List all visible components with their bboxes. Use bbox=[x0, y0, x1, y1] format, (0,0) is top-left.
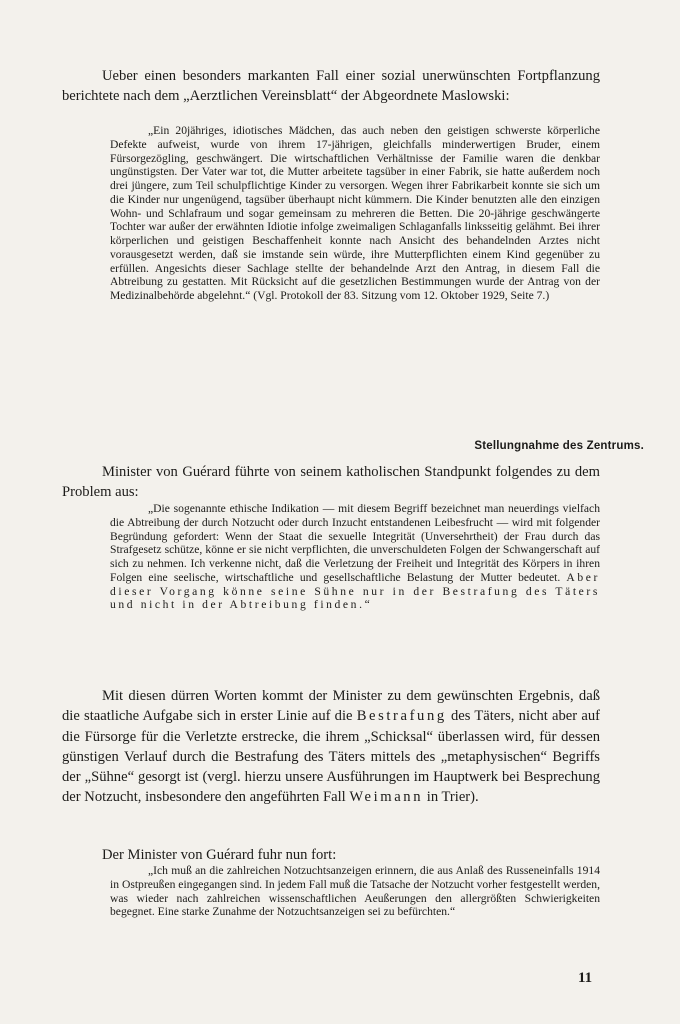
paragraph-guerard-continued: Der Minister von Guérard fuhr nun fort: bbox=[102, 847, 337, 863]
quote-spaced-emphasis: Aber dieser Vorgang könne seine Sühne nur in der Bestrafung des Täters und nicht in der Abtreibung finden. bbox=[110, 570, 600, 612]
quote-rape-reports: „Ich muß an die zahlreichen Notzuchtsanzeigen erinnern, die aus Anlaß des Russeneinfalls 1914 in Ostpreußen eingegangen sind. In jedem Fall muß die Tatsache der Notzucht vorher festgestellt werden, was wieder nach zahlreichen wissenschaftlichen Aeußerungen den allergrößten Schwierigkeiten begegnet. Eine starke Zunahme der Notzuchtsanzeigen sei zu befürchten.“ bbox=[110, 864, 600, 919]
quote-ethical-indication bbox=[110, 502, 600, 612]
paragraph-result-text-1: Mit diesen dürren Worten kommt der Minister zu dem gewünschten Ergebnis, daß die staatliche Aufgabe sich in erster Linie auf die bbox=[62, 688, 600, 725]
emphasis-weimann: Weimann bbox=[349, 789, 424, 806]
quote-ethical-indication-text: „Die sogenannte ethische Indikation — mit diesem Begriff bezeichnet man neuerdings vielfach die Abtreibung der durch Notzucht oder durch Inzucht entstandenen Leibesfrucht — wird mit folgender Begründung gefordert: Wenn der Staat die sexuelle Integrität (Unversehrtheit) der Frau durch das Strafgesetz schütze, könne er sie nicht verpflichten, die unverschuldeten Folgen der Schwangerschaft auf sich zu nehmen. Ich verkenne nicht, daß die Verletzung der Freiheit und Integrität des Körpers in ihren Folgen eine seelische, wirtschaftliche und gesellschaftliche Belastung der Mutter bedeutet. bbox=[110, 502, 600, 584]
paragraph-minister-result bbox=[62, 686, 600, 808]
paragraph-result-text-2: des Täters, nicht aber auf die Fürsorge für die Verletzte erstrecke, die ihrem „Schicksal“ überlassen wird, für dessen günstigen Verlauf durch die Bestrafung des Täters mittels des „metaphysischen“ Begriffs der „Sühne“ gesorgt ist (vergl. hierzu unsere Ausführungen im Hauptwerk bei Besprechung der Notzucht, insbesondere den angeführten Fall bbox=[62, 708, 600, 806]
quote-maslowski-case: „Ein 20jähriges, idiotisches Mädchen, das auch neben den geistigen schwerste körperliche Defekte aufweist, wurde von ihrem 17-jährigen, gleichfalls minderwertigen Bruder, einem Fürsorgezögling, geschwängert. Die wirtschaftlichen Verhältnisse der Familie waren die denkbar ungünstigsten. Der Vater war tot, die Mutter arbeitete tagsüber in einer Fabrik, sie hatte außerdem noch drei jüngere, zum Teil schulpflichtige Kinder zu versorgen. Wegen ihrer Fabrikarbeit konnte sie sich um die Kinder nur ungenügend, tagsüber überhaupt nicht kümmern. Die Kinder benutzten alle den einzigen Wohn- und Schlafraum und sogar gemeinsam zu mehreren die Betten. Die 20-jährige geschwängerte Tochter war außer der erwähnten Idiotie infolge zweimaligen Schlaganfalls linksseitig gelähmt. Bei ihrer körperlichen und geistigen Beschaffenheit konnte nach Ansicht des behandelnden Arztes nicht vorausgesetzt werden, daß sie imstande sein würde, ihre Mutterpflichten einem Kind gegenüber zu erfüllen. Angesichts dieser Sachlage stellte der behandelnde Arzt den Antrag, in diesem Fall die Abtreibung zu gestatten. Mit Rücksicht auf die gesetzlichen Bestimmungen wurde der Antrag von der Medizinalbehörde abgelehnt.“ (Vgl. Protokoll der 83. Sitzung vom 12. Oktober 1929, Seite 7.) bbox=[110, 124, 600, 302]
section-heading: Stellungnahme des Zentrums. bbox=[474, 440, 644, 452]
emphasis-bestrafung: Bestrafung bbox=[356, 708, 447, 725]
paragraph-maslowski-intro: Ueber einen besonders markanten Fall einer sozial unerwünschten Fortpflanzung berichtete nach dem „Aerztlichen Vereinsblatt“ der Abgeordnete Maslowski: bbox=[62, 68, 600, 105]
paragraph-guerard-intro: Minister von Guérard führte von seinem katholischen Standpunkt folgendes zu dem Problem aus: bbox=[62, 464, 600, 501]
quote-closing-mark: “ bbox=[364, 598, 370, 612]
page-number: 11 bbox=[578, 970, 593, 986]
paragraph-result-text-3: in Trier). bbox=[426, 789, 479, 806]
